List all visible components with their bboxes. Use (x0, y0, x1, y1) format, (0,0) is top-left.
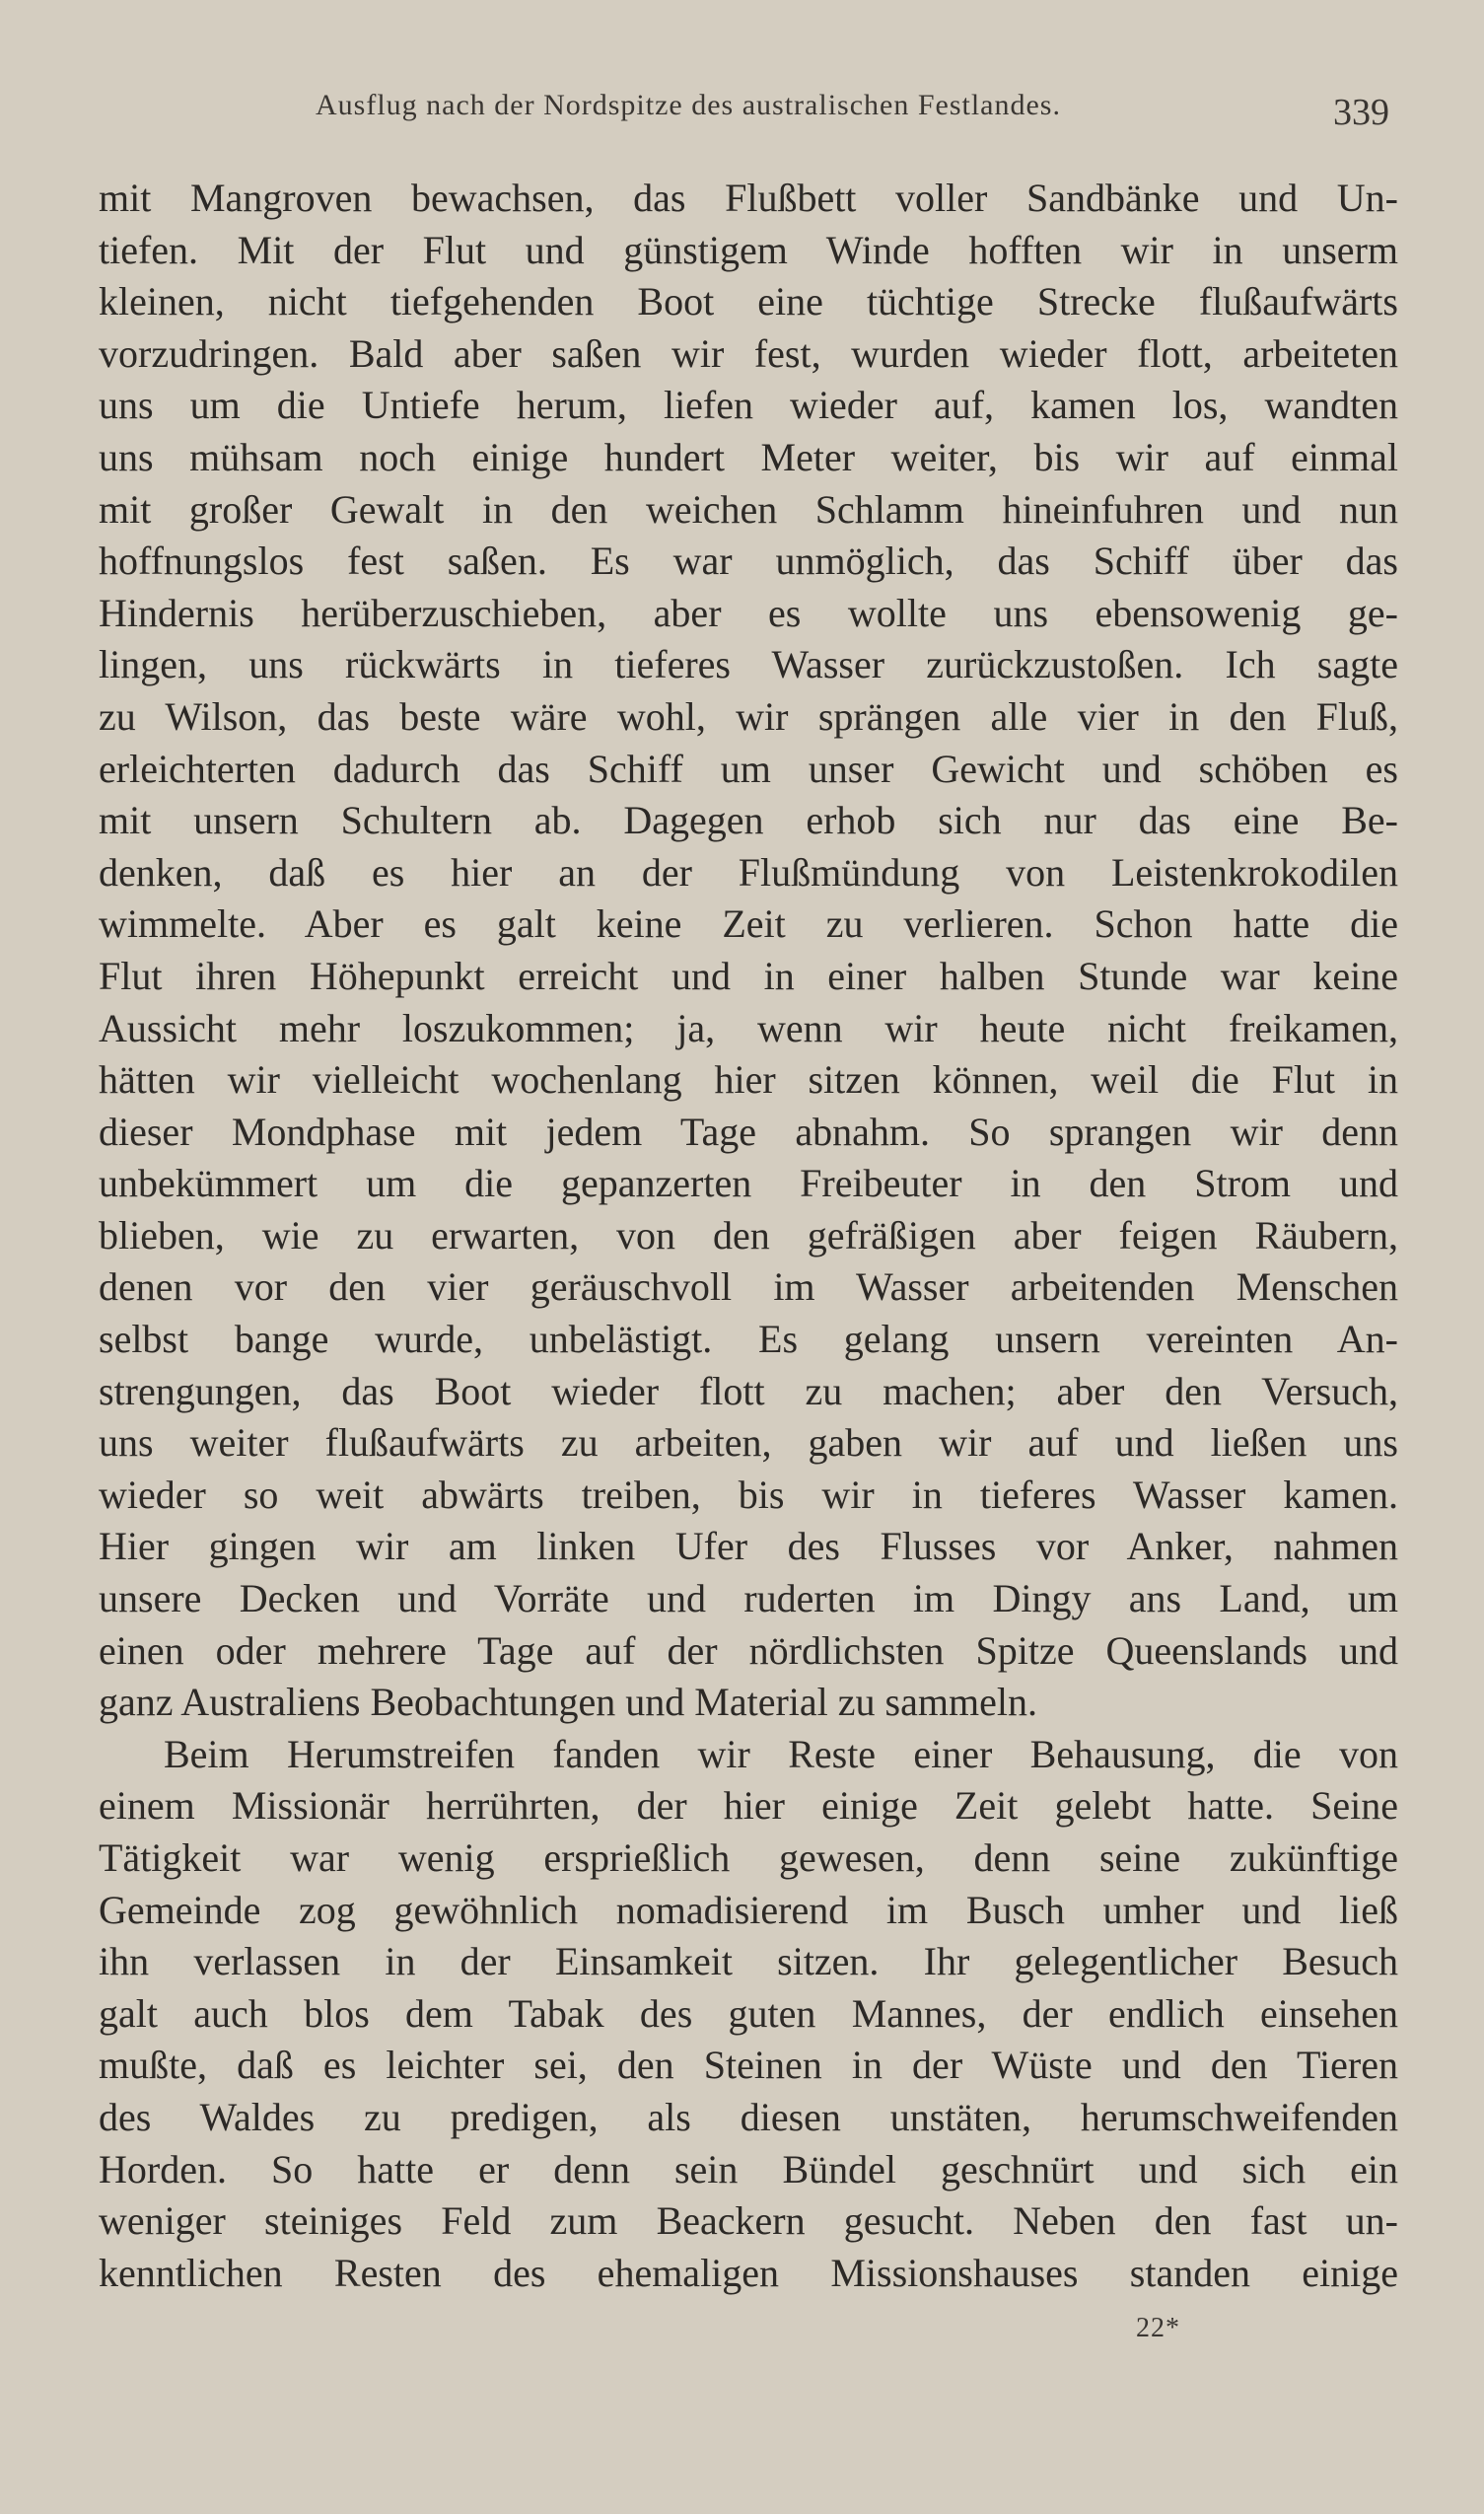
text-line: kenntlichen Resten des ehemaligen Missionshauses standen einige (99, 2250, 1398, 2295)
text-line: Aussicht mehr loszukommen; ja, wenn wir heute nicht freikamen, (99, 1005, 1398, 1050)
text-line: erleichterten dadurch das Schiff um unser Gewicht und schöben es (99, 746, 1398, 791)
text-line: zu Wilson, das beste wäre wohl, wir sprängen alle vier in den Fluß, (99, 693, 1398, 739)
text-line: Flut ihren Höhepunkt erreicht und in einer halben Stunde war keine (99, 953, 1398, 998)
text-line: strengungen, das Boot wieder flott zu machen; aber den Versuch, (99, 1368, 1398, 1413)
text-line: mit großer Gewalt in den weichen Schlamm hineinfuhren und nun (99, 486, 1398, 532)
text-line: mit Mangroven bewachsen, das Flußbett voller Sandbänke und Un- (99, 176, 1398, 220)
text-line: Beim Herumstreifen fanden wir Reste einer Behausung, die von (164, 1731, 1398, 1776)
text-line: Gemeinde zog gewöhnlich nomadisierend im Busch umher und ließ (99, 1887, 1398, 1932)
text-line: selbst bange wurde, unbelästigt. Es gelang unsern vereinten An- (99, 1317, 1398, 1362)
signature-mark: 22* (1136, 2313, 1180, 2343)
running-head: Ausflug nach der Nordspitze des australischen Festlandes. (316, 89, 1061, 121)
paragraph-2 (99, 1729, 1398, 2300)
text-line: Hindernis herüberzuschieben, aber es wollte uns ebensowenig ge- (99, 590, 1398, 635)
text-line: Hier gingen wir am linken Ufer des Flusses vor Anker, nahmen (99, 1524, 1398, 1569)
text-line: Tätigkeit war wenig ersprießlich gewesen, denn seine zukünftige (99, 1835, 1398, 1880)
text-line: weniger steiniges Feld zum Beackern gesucht. Neben den fast un- (99, 2198, 1398, 2244)
text-line: lingen, uns rückwärts in tieferes Wasser zurückzustoßen. Ich sagte (99, 642, 1398, 687)
text-line: uns mühsam noch einige hundert Meter weiter, bis wir auf einmal (99, 434, 1398, 479)
paragraph-1 (99, 173, 1398, 1729)
text-line: wimmelte. Aber es galt keine Zeit zu verlieren. Schon hatte die (99, 901, 1398, 947)
body-text (99, 173, 1398, 2299)
text-line: Horden. So hatte er denn sein Bündel geschnürt und sich ein (99, 2146, 1398, 2191)
text-line: tiefen. Mit der Flut und günstigem Winde hofften wir in unserm (99, 227, 1398, 272)
text-line: ihn verlassen in der Einsamkeit sitzen. Ihr gelegentlicher Besuch (99, 1939, 1398, 1984)
page-number: 339 (1333, 92, 1389, 133)
text-line: denen vor den vier geräuschvoll im Wasser arbeitenden Menschen (99, 1264, 1398, 1310)
text-line: dieser Mondphase mit jedem Tage abnahm. So sprangen wir denn (99, 1109, 1398, 1154)
text-line: mit unsern Schultern ab. Dagegen erhob sich nur das eine Be- (99, 798, 1398, 843)
text-line: unsere Decken und Vorräte und ruderten im Dingy ans Land, um (99, 1576, 1398, 1621)
text-line: des Waldes zu predigen, als diesen unstäten, herumschweifenden (99, 2094, 1398, 2139)
text-line: hätten wir vielleicht wochenlang hier sitzen können, weil die Flut in (99, 1057, 1398, 1103)
text-line: uns um die Untiefe herum, liefen wieder auf, kamen los, wandten (99, 383, 1398, 428)
text-line: unbekümmert um die gepanzerten Freibeuter in den Strom und (99, 1161, 1398, 1206)
text-line: hoffnungslos fest saßen. Es war unmöglich, das Schiff über das (99, 539, 1398, 584)
text-line: mußte, daß es leichter sei, den Steinen in der Wüste und den Tieren (99, 2043, 1398, 2088)
text-line: blieben, wie zu erwarten, von den gefräßigen aber feigen Räubern, (99, 1212, 1398, 1257)
text-line: vorzudringen. Bald aber saßen wir fest, wurden wieder flott, arbeiteten (99, 330, 1398, 376)
text-line: denken, daß es hier an der Flußmündung von Leistenkrokodilen (99, 849, 1398, 895)
text-line: galt auch blos dem Tabak des guten Mannes, der endlich einsehen (99, 1990, 1398, 2036)
text-line: einem Missionär herrührten, der hier einige Zeit gelebt hatte. Seine (99, 1783, 1398, 1829)
text-line: einen oder mehrere Tage auf der nördlichsten Spitze Queenslands und (99, 1627, 1398, 1673)
text-line: wieder so weit abwärts treiben, bis wir in tieferes Wasser kamen. (99, 1472, 1398, 1517)
text-line: ganz Australiens Beobachtungen und Material zu sammeln. (99, 1680, 1037, 1725)
text-line: kleinen, nicht tiefgehenden Boot eine tüchtige Strecke flußaufwärts (99, 279, 1398, 324)
text-line: uns weiter flußaufwärts zu arbeiten, gaben wir auf und ließen uns (99, 1420, 1398, 1466)
